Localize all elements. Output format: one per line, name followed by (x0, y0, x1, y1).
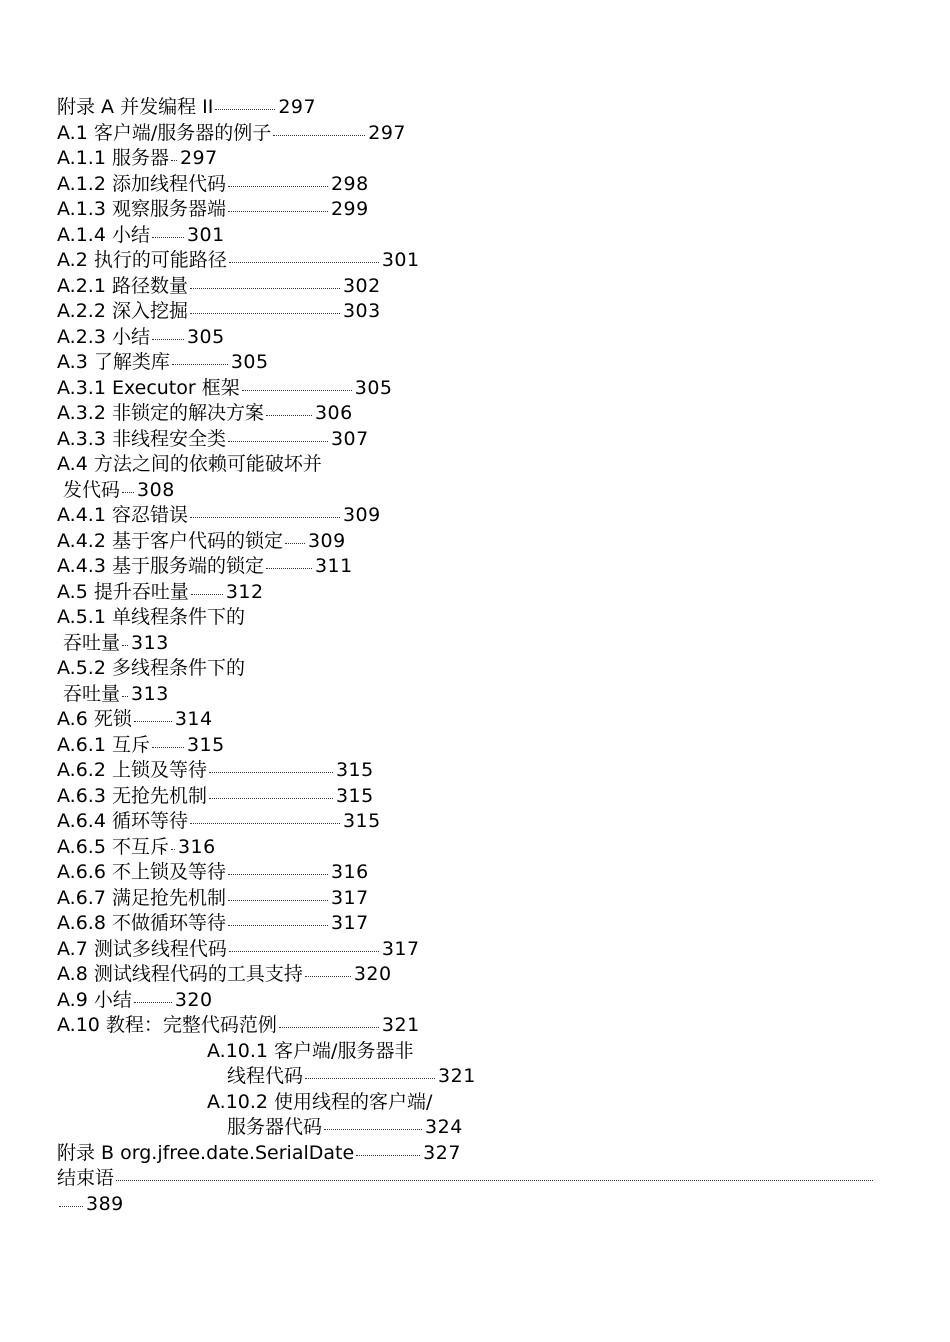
toc-entry[interactable] (57, 299, 887, 325)
dot-leader (190, 299, 340, 314)
dot-leader (305, 1064, 435, 1079)
toc-entry-page-number: 315 (335, 759, 374, 781)
toc-entry-label: 结束语 (57, 1167, 115, 1189)
toc-entry-page-number: 316 (177, 835, 216, 858)
toc-entry-label: A.5 提升吞吐量 (57, 580, 189, 603)
toc-entry-page-number: 315 (335, 784, 374, 807)
toc-entry-page-number: 321 (438, 1065, 476, 1087)
dot-leader (228, 197, 328, 212)
toc-entry[interactable] (57, 1039, 887, 1065)
dot-leader (356, 1141, 420, 1156)
dot-leader (324, 1115, 422, 1130)
toc-entry-label: A.6.4 循环等待 (57, 810, 188, 832)
toc-entry[interactable] (57, 325, 887, 351)
toc-entry-label: A.1.1 服务器 (57, 147, 169, 169)
dot-leader (228, 886, 328, 901)
toc-entry[interactable] (57, 95, 887, 121)
toc-entry-page-number: 314 (174, 708, 213, 730)
dot-leader (209, 758, 333, 773)
toc-entry-page-number: 320 (174, 988, 213, 1011)
toc-entry[interactable] (57, 554, 887, 580)
toc-entry-label: 吞吐量 (63, 631, 121, 654)
toc-entry[interactable] (57, 503, 887, 529)
toc-entry[interactable] (57, 1013, 887, 1039)
toc-entry[interactable] (57, 1141, 887, 1167)
toc-entry-label: A.3.2 非锁定的解决方案 (57, 402, 264, 424)
toc-entry[interactable] (57, 529, 887, 555)
toc-entry[interactable] (57, 631, 887, 657)
toc-entry-label: A.4.1 容忍错误 (57, 504, 188, 526)
toc-entry-page-number: 305 (230, 351, 269, 373)
dot-leader (122, 682, 128, 697)
dot-leader (305, 962, 351, 977)
dot-leader (122, 631, 128, 646)
toc-entry[interactable] (57, 427, 887, 453)
toc-entry-page-number: 297 (179, 147, 218, 169)
toc-entry[interactable] (57, 580, 887, 606)
dot-leader (116, 1166, 873, 1181)
toc-entry-page-number: 315 (342, 810, 381, 832)
toc-entry-label: A.5.2 多线程条件下的 (57, 657, 245, 679)
toc-entry-page-number: 327 (423, 1141, 461, 1164)
dot-leader (228, 427, 328, 442)
dot-leader (191, 580, 223, 595)
dot-leader (228, 911, 328, 926)
toc-entry-label: 附录 A 并发编程 II (57, 96, 214, 118)
toc-entry[interactable] (57, 937, 887, 963)
toc-entry-page-number: 321 (381, 1014, 420, 1036)
toc-entry-page-number: 302 (342, 274, 381, 297)
dot-leader (122, 478, 134, 493)
toc-entry-page-number: 313 (131, 631, 169, 654)
toc-entry-page-number: 306 (314, 402, 353, 424)
toc-entry[interactable] (57, 1166, 887, 1192)
dot-leader (228, 860, 328, 875)
dot-leader (172, 350, 228, 365)
toc-entry-page-number: 307 (330, 427, 369, 450)
toc-entry[interactable] (57, 886, 887, 912)
toc-entry-page-number: 299 (330, 198, 369, 220)
toc-entry-label: A.10 教程：完整代码范例 (57, 1014, 277, 1036)
dot-leader (59, 1192, 83, 1207)
toc-entry[interactable] (57, 656, 887, 682)
toc-entry[interactable] (57, 248, 887, 274)
toc-entry[interactable] (57, 1064, 887, 1090)
toc-entry-label: A.2.2 深入挖掘 (57, 300, 188, 322)
toc-entry[interactable] (57, 1115, 887, 1141)
toc-entry[interactable] (57, 121, 887, 147)
toc-entry-label: 附录 B org.jfree.date.SerialDate (57, 1141, 355, 1164)
toc-entry-page-number: 316 (330, 861, 369, 883)
dot-leader (285, 529, 305, 544)
toc-entry-page-number: 305 (186, 325, 225, 348)
toc-entry-page-number: 301 (186, 223, 225, 246)
toc-entry-label: A.4.3 基于服务端的锁定 (57, 555, 264, 577)
dot-leader (242, 376, 352, 391)
dot-leader (152, 325, 184, 340)
toc-entry-page-number: 309 (307, 529, 346, 552)
toc-entry-label: A.4.2 基于客户代码的锁定 (57, 529, 283, 552)
dot-leader (190, 274, 340, 289)
toc-entry[interactable] (57, 478, 887, 504)
toc-entry-page-number: 324 (425, 1116, 463, 1138)
toc-entry[interactable] (57, 784, 887, 810)
toc-entry-page-number: 311 (314, 555, 353, 577)
dot-leader (215, 95, 275, 110)
toc-entry-label: A.1.2 添加线程代码 (57, 172, 226, 195)
toc-entry[interactable] (57, 452, 887, 478)
toc-entry[interactable] (57, 223, 887, 249)
toc-entry[interactable] (57, 860, 887, 886)
toc-entry-label: A.3.3 非线程安全类 (57, 427, 226, 450)
toc-entry[interactable] (57, 733, 887, 759)
toc-entry[interactable] (57, 401, 887, 427)
toc-entry-label: A.7 测试多线程代码 (57, 937, 227, 960)
dot-leader (209, 784, 333, 799)
toc-entry-label: A.2.1 路径数量 (57, 274, 188, 297)
toc-entry[interactable] (57, 758, 887, 784)
dot-leader (266, 401, 312, 416)
toc-entry-label: A.10.2 使用线程的客户端/ (207, 1090, 433, 1113)
dot-leader (273, 121, 365, 136)
toc-entry-page-number: 309 (342, 504, 381, 526)
toc-entry[interactable] (57, 962, 887, 988)
toc-entry[interactable] (57, 376, 887, 402)
dot-leader (279, 1013, 379, 1028)
toc-entry-page-number: 297 (368, 121, 406, 144)
toc-entry-page-number: 320 (353, 963, 392, 985)
dot-leader (266, 554, 312, 569)
toc-entry-page-number: 315 (186, 733, 225, 756)
toc-entry-label: A.1.4 小结 (57, 223, 150, 246)
toc-entry-page-number: 317 (330, 886, 369, 909)
dot-leader (229, 248, 379, 263)
dot-leader (171, 835, 175, 850)
dot-leader (190, 809, 340, 824)
toc-entry[interactable] (57, 172, 887, 198)
toc-entry-label: A.5.1 单线程条件下的 (57, 606, 245, 628)
toc-entry[interactable] (57, 682, 887, 708)
dot-leader (134, 988, 172, 1003)
toc-entry-label: A.2.3 小结 (57, 325, 150, 348)
toc-entry-label: A.4 方法之间的依赖可能破坏并 (57, 453, 322, 475)
toc-entry-label: A.8 测试线程代码的工具支持 (57, 963, 303, 985)
toc-entry-page-number: 308 (137, 478, 175, 501)
toc-entry-label: A.1 客户端/服务器的例子 (57, 121, 272, 144)
toc-entry[interactable] (57, 988, 887, 1014)
toc-entry-label: A.3 了解类库 (57, 351, 170, 373)
toc-entry-label: A.9 小结 (57, 988, 132, 1011)
toc-entry-page-number: 317 (381, 937, 420, 960)
dot-leader (228, 172, 328, 187)
toc-entry[interactable] (57, 146, 887, 172)
toc-entry-label: A.6.3 无抢先机制 (57, 784, 207, 807)
toc-entry-label: 发代码 (63, 478, 121, 501)
toc-entry[interactable] (57, 605, 887, 631)
toc-entry-label: A.6 死锁 (57, 708, 132, 730)
toc-entry-label: A.6.7 满足抢先机制 (57, 886, 226, 909)
toc-entry-label: A.6.2 上锁及等待 (57, 759, 207, 781)
toc-entry[interactable] (57, 911, 887, 937)
toc-entry-page-number: 389 (86, 1192, 124, 1215)
dot-leader (171, 146, 177, 161)
toc-entry-label: 服务器代码 (227, 1116, 323, 1138)
toc-entry[interactable] (57, 1090, 887, 1116)
toc-entry[interactable] (57, 835, 887, 861)
toc-entry[interactable] (57, 197, 887, 223)
toc-entry-label: A.6.6 不上锁及等待 (57, 861, 226, 883)
toc-entry-label: A.6.1 互斥 (57, 733, 150, 756)
toc-entry-page-number: 313 (131, 682, 169, 705)
dot-leader (134, 707, 172, 722)
toc-entry-label: A.2 执行的可能路径 (57, 249, 227, 271)
toc-entry-page-number: 298 (330, 172, 369, 195)
toc-entry[interactable] (57, 809, 887, 835)
table-of-contents (57, 95, 887, 1217)
dot-leader (152, 223, 184, 238)
toc-entry-page-number: 317 (330, 912, 369, 934)
toc-entry[interactable] (57, 707, 887, 733)
dot-leader (152, 733, 184, 748)
toc-entry-label: A.6.8 不做循环等待 (57, 912, 226, 934)
toc-entry-page-number: 312 (225, 580, 264, 603)
toc-entry-page-number: 301 (381, 249, 420, 271)
toc-entry-label: A.6.5 不互斥 (57, 835, 169, 858)
dot-leader (190, 503, 340, 518)
toc-entry-page-number: 305 (354, 376, 393, 399)
toc-entry[interactable] (57, 274, 887, 300)
dot-leader (229, 937, 379, 952)
toc-entry-label: 线程代码 (227, 1065, 304, 1087)
toc-entry[interactable] (57, 1192, 887, 1218)
toc-entry-label: A.3.1 Executor 框架 (57, 376, 240, 399)
toc-entry-label: A.10.1 客户端/服务器非 (207, 1039, 414, 1062)
toc-entry-page-number: 303 (342, 300, 381, 322)
toc-entry[interactable] (57, 350, 887, 376)
toc-entry-label: 吞吐量 (63, 682, 121, 705)
toc-entry-label: A.1.3 观察服务器端 (57, 198, 226, 220)
toc-entry-page-number: 297 (278, 96, 317, 118)
